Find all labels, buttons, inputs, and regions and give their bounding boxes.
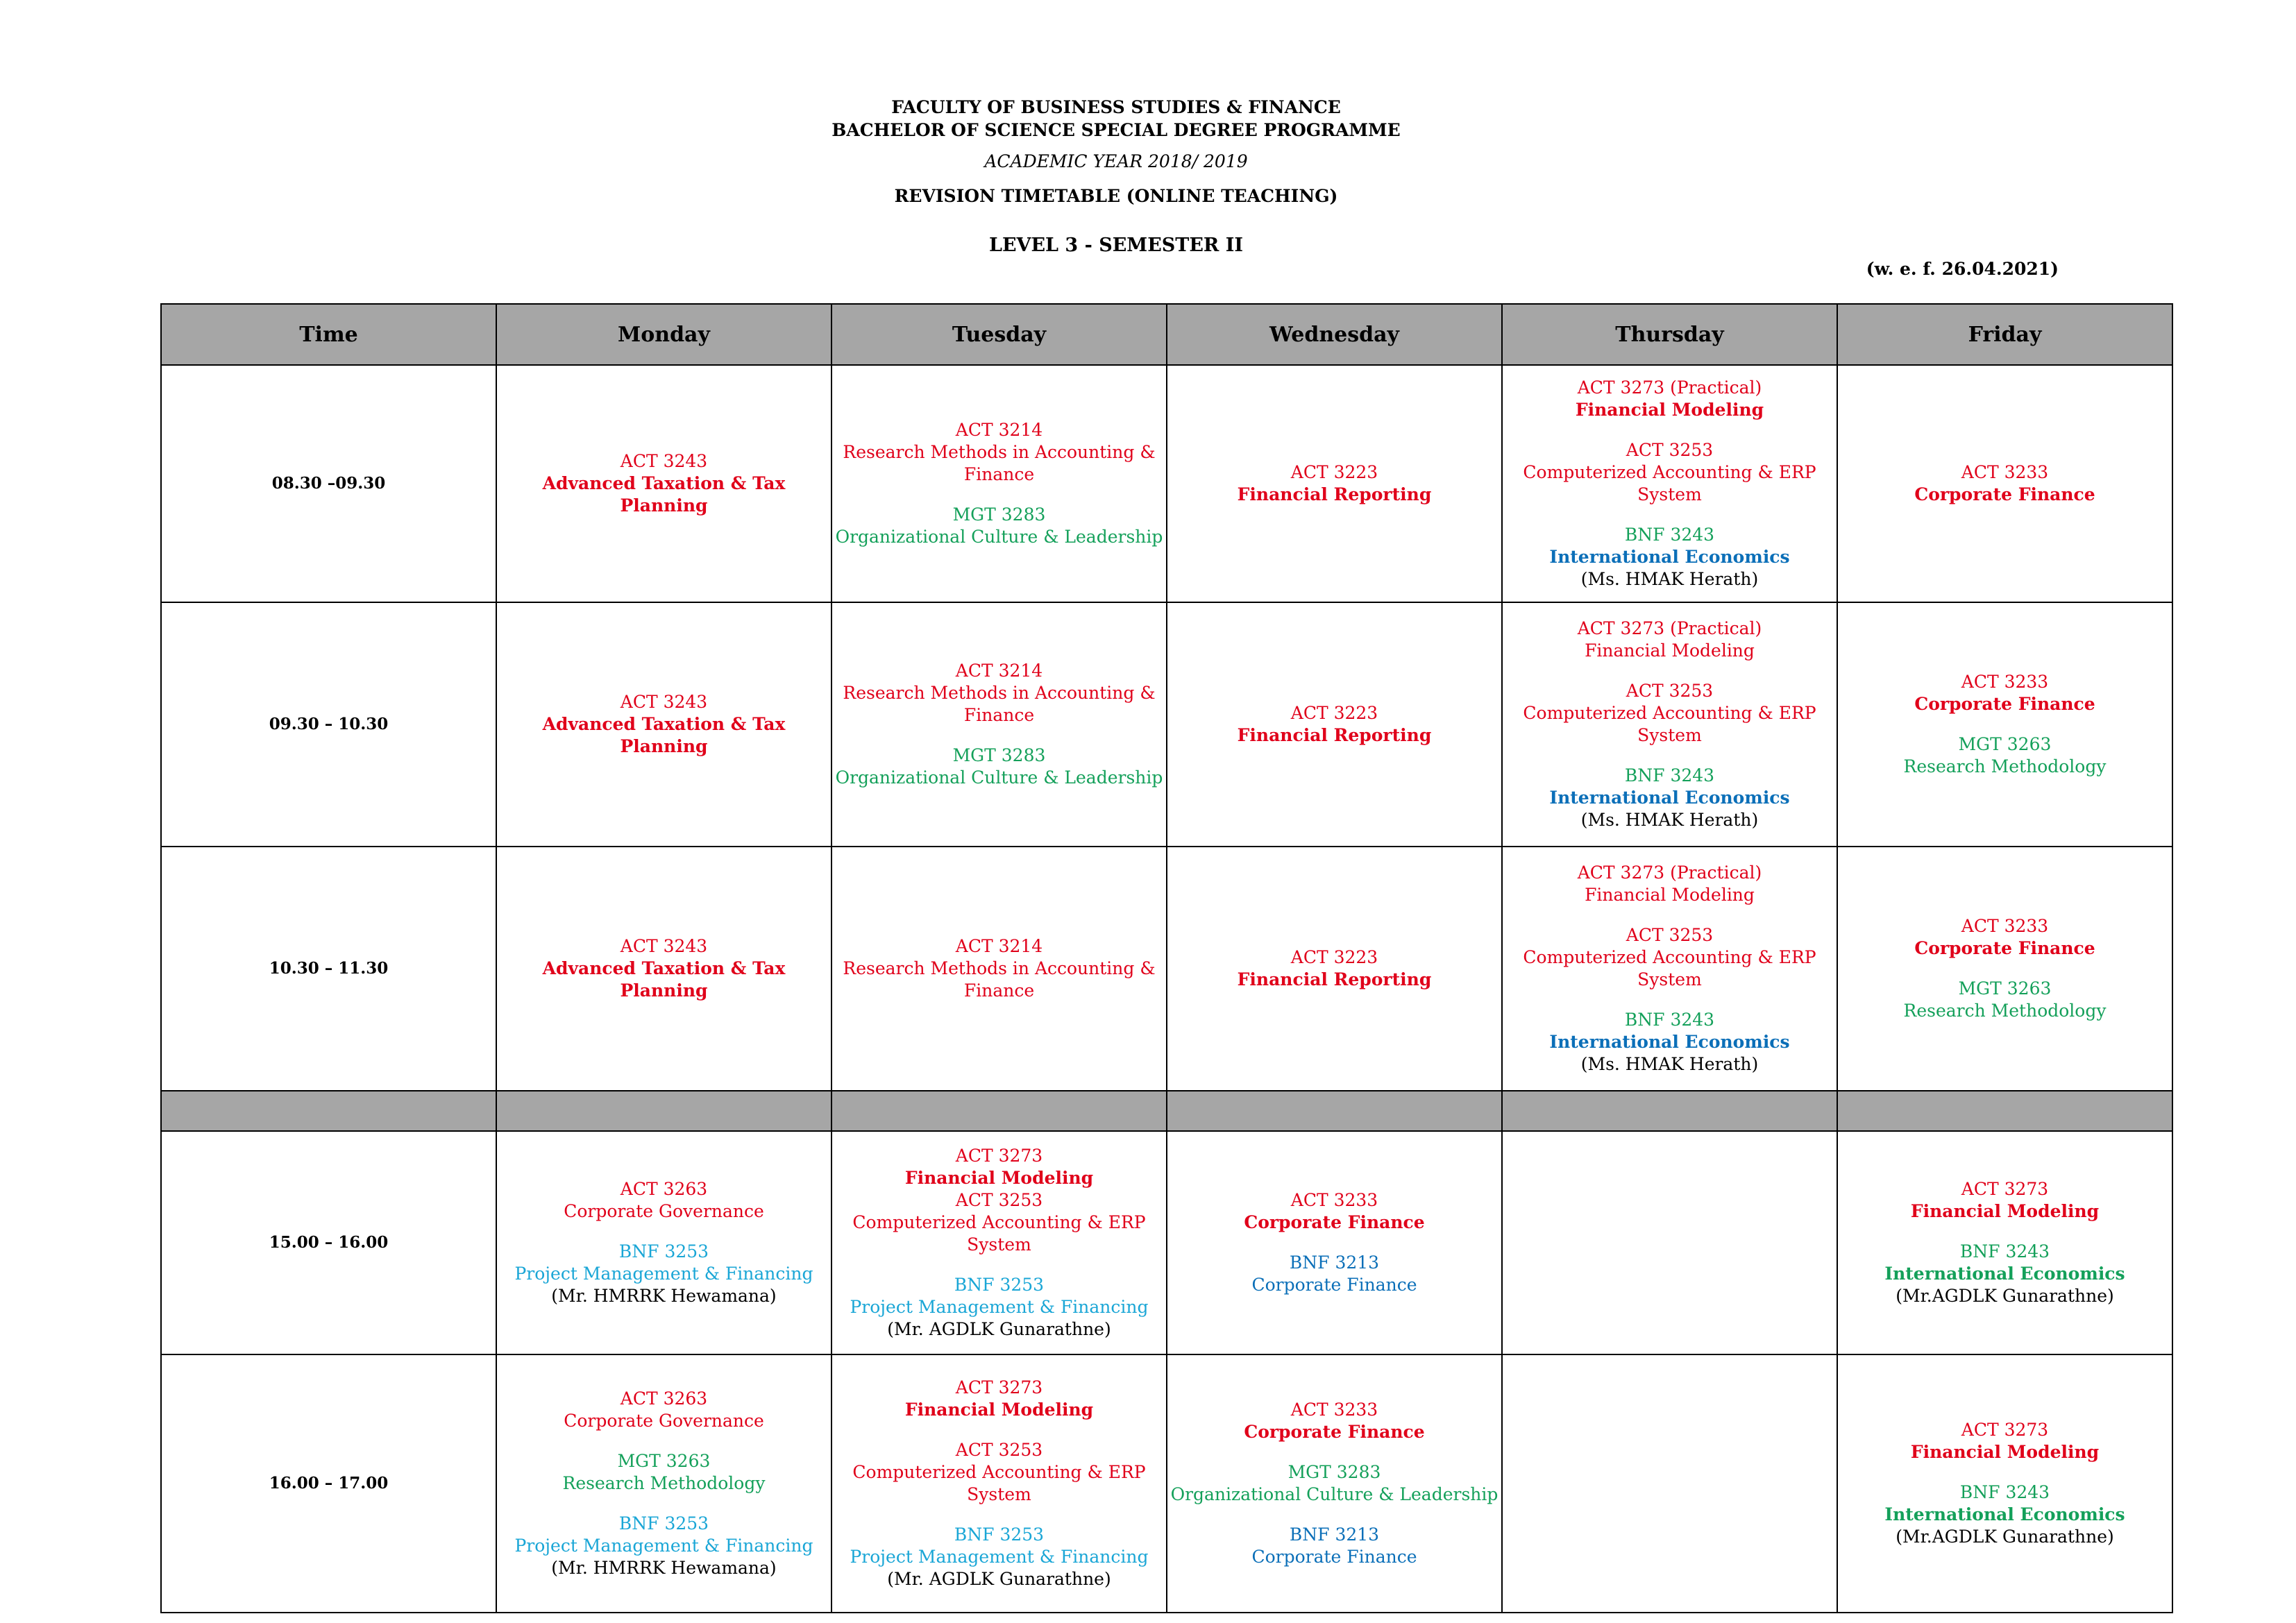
course-entry (1167, 1189, 1501, 1234)
course-line: System (1637, 969, 1702, 989)
course-line: Corporate Finance (1914, 484, 2095, 504)
academic-year: ACADEMIC YEAR 2018/ 2019 (984, 151, 1248, 171)
course-entry (1838, 671, 2172, 715)
course-line: Financial Modeling (1910, 1201, 2100, 1221)
course-code: ACT 3233 (1961, 672, 2049, 692)
course-entry (832, 1439, 1166, 1506)
cell-monday (496, 1354, 832, 1613)
course-line: Financial Reporting (1237, 484, 1432, 504)
course-entry (497, 1178, 831, 1223)
course-line: Finance (963, 980, 1035, 1001)
course-code: BNF 3243 (1959, 1482, 2050, 1502)
lecturer-name: (Ms. HMAK Herath) (1580, 569, 1759, 589)
timetable-body (161, 365, 2172, 1613)
course-entry (1838, 1241, 2172, 1307)
course-line: Financial Modeling (1575, 400, 1764, 420)
cell-thursday (1502, 602, 1837, 847)
course-code: ACT 3273 (Practical) (1577, 863, 1762, 883)
timetable-title: REVISION TIMETABLE (ONLINE TEACHING) (894, 186, 1338, 206)
course-entry (497, 1388, 831, 1432)
course-line: Research Methods in Accounting & (843, 958, 1156, 978)
column-header-wednesday: Wednesday (1167, 304, 1502, 365)
course-code: MGT 3283 (952, 745, 1046, 765)
course-line: Financial Modeling (1585, 885, 1755, 905)
time-slot-row (161, 602, 2172, 847)
course-code: BNF 3243 (1624, 1010, 1715, 1030)
course-code: ACT 3233 (1290, 1190, 1378, 1210)
course-entry (1503, 618, 1837, 662)
course-code: ACT 3233 (1961, 916, 2049, 936)
course-code: BNF 3253 (954, 1275, 1045, 1295)
course-code: ACT 3223 (1290, 703, 1378, 723)
break-cell (1502, 1091, 1837, 1131)
cell-tuesday (832, 602, 1167, 847)
cell-monday (496, 847, 832, 1091)
cell-tuesday (832, 1131, 1167, 1354)
time-slot-cell: 10.30 – 11.30 (161, 847, 496, 1091)
course-code: ACT 3253 (955, 1440, 1043, 1460)
course-line: Corporate Governance (564, 1201, 764, 1221)
course-line: Corporate Finance (1251, 1547, 1417, 1567)
course-entry (1503, 377, 1837, 421)
course-entry (832, 1524, 1166, 1590)
course-line: Financial Reporting (1237, 725, 1432, 745)
column-header-friday: Friday (1837, 304, 2172, 365)
course-entry (1503, 524, 1837, 590)
course-line: Project Management & Financing (850, 1547, 1149, 1567)
break-cell (832, 1091, 1167, 1131)
course-code: ACT 3243 (620, 692, 708, 712)
course-entry (832, 1377, 1166, 1421)
course-entry (1503, 1009, 1837, 1076)
course-line: Project Management & Financing (514, 1264, 813, 1284)
course-line: Corporate Finance (1244, 1422, 1425, 1442)
course-entry (832, 745, 1166, 789)
cell-wednesday (1167, 602, 1502, 847)
cell-thursday (1502, 1131, 1837, 1354)
course-entry (832, 1274, 1166, 1341)
course-line: Computerized Accounting & ERP (1523, 947, 1816, 967)
course-code: BNF 3253 (954, 1524, 1045, 1545)
break-cell (1167, 1091, 1502, 1131)
course-code: ACT 3263 (620, 1179, 708, 1199)
lecturer-name: (Mr. AGDLK Gunarathne) (887, 1319, 1111, 1339)
course-line: Research Methodology (1903, 1001, 2107, 1021)
course-entry (1838, 1178, 2172, 1223)
cell-monday (496, 1131, 832, 1354)
course-code: ACT 3273 (Practical) (1577, 618, 1762, 638)
cell-tuesday (832, 1354, 1167, 1613)
course-line: International Economics (1884, 1504, 2125, 1524)
course-line: Research Methodology (562, 1473, 766, 1493)
column-header-tuesday: Tuesday (832, 304, 1167, 365)
cell-wednesday (1167, 847, 1502, 1091)
course-line: Organizational Culture & Leadership (1170, 1484, 1499, 1504)
course-entry (1838, 915, 2172, 960)
time-slot-cell: 16.00 – 17.00 (161, 1354, 496, 1613)
course-entry (1167, 1399, 1501, 1443)
cell-tuesday (832, 365, 1167, 602)
lecturer-name: (Ms. HMAK Herath) (1580, 1054, 1759, 1074)
course-entry (1167, 1461, 1501, 1506)
course-entry (497, 1513, 831, 1579)
course-line: Finance (963, 705, 1035, 725)
effective-date: (w. e. f. 26.04.2021) (1866, 259, 2059, 279)
course-code: BNF 3253 (618, 1241, 709, 1261)
course-entry (1167, 461, 1501, 506)
lecturer-name: (Mr. AGDLK Gunarathne) (887, 1569, 1111, 1589)
course-line: Computerized Accounting & ERP (852, 1212, 1146, 1232)
course-code: BNF 3243 (1624, 525, 1715, 545)
course-entry (1167, 1252, 1501, 1296)
time-slot-row (161, 1131, 2172, 1354)
timetable (160, 303, 2173, 1613)
course-code: ACT 3223 (1290, 947, 1378, 967)
cell-friday (1837, 602, 2172, 847)
course-code: MGT 3283 (952, 504, 1046, 525)
course-code: MGT 3283 (1288, 1462, 1381, 1482)
course-line: Financial Modeling (904, 1168, 1094, 1188)
course-line: System (967, 1484, 1031, 1504)
course-entry (1503, 680, 1837, 747)
lecturer-name: (Mr.AGDLK Gunarathne) (1896, 1286, 2114, 1306)
break-cell (1837, 1091, 2172, 1131)
course-line: Project Management & Financing (850, 1297, 1149, 1317)
course-code: ACT 3243 (620, 451, 708, 471)
cell-friday (1837, 1354, 2172, 1613)
cell-friday (1837, 847, 2172, 1091)
cell-thursday (1502, 1354, 1837, 1613)
course-code: ACT 3273 (955, 1146, 1043, 1166)
cell-wednesday (1167, 1131, 1502, 1354)
course-entry (832, 935, 1166, 1002)
cell-thursday (1502, 365, 1837, 602)
course-line: Computerized Accounting & ERP (852, 1462, 1146, 1482)
course-code: ACT 3273 (955, 1377, 1043, 1397)
course-entry (1838, 1419, 2172, 1463)
course-code: ACT 3214 (955, 661, 1043, 681)
course-line: Corporate Finance (1914, 938, 2095, 958)
course-entry (1503, 439, 1837, 506)
course-entry (832, 660, 1166, 726)
cell-monday (496, 365, 832, 602)
cell-wednesday (1167, 365, 1502, 602)
course-line: Financial Modeling (1910, 1442, 2100, 1462)
course-code: ACT 3253 (1626, 925, 1714, 945)
course-code: ACT 3214 (955, 936, 1043, 956)
cell-wednesday (1167, 1354, 1502, 1613)
course-line: Financial Modeling (904, 1400, 1094, 1420)
course-code: MGT 3263 (1958, 734, 2052, 754)
course-line: Corporate Finance (1914, 694, 2095, 714)
column-header-monday: Monday (496, 304, 832, 365)
lecturer-name: (Mr.AGDLK Gunarathne) (1896, 1527, 2114, 1547)
course-entry (497, 935, 831, 1002)
course-entry (832, 1145, 1166, 1256)
course-line: Advanced Taxation & Tax Planning (542, 714, 786, 756)
course-code: ACT 3233 (1290, 1400, 1378, 1420)
cell-friday (1837, 365, 2172, 602)
course-line: Research Methods in Accounting & (843, 442, 1156, 462)
course-line: Corporate Finance (1244, 1212, 1425, 1232)
course-entry (1503, 924, 1837, 991)
course-code: ACT 3253 (1626, 440, 1714, 460)
course-line: Organizational Culture & Leadership (835, 527, 1163, 547)
course-entry (1838, 1481, 2172, 1548)
course-code: ACT 3233 (1961, 462, 2049, 482)
course-code: ACT 3273 (1961, 1179, 2049, 1199)
time-slot-row (161, 847, 2172, 1091)
break-cell (161, 1091, 496, 1131)
course-line: System (1637, 725, 1702, 745)
course-entry (832, 504, 1166, 548)
course-line: Computerized Accounting & ERP (1523, 462, 1816, 482)
cell-thursday (1502, 847, 1837, 1091)
course-line: Corporate Finance (1251, 1275, 1417, 1295)
programme-title: BACHELOR OF SCIENCE SPECIAL DEGREE PROGRAMME (832, 120, 1401, 140)
course-entry (1838, 733, 2172, 778)
time-slot-row (161, 365, 2172, 602)
course-line: Finance (963, 464, 1035, 484)
course-line: International Economics (1884, 1264, 2125, 1284)
course-entry (497, 1450, 831, 1495)
course-entry (832, 419, 1166, 486)
course-entry (1838, 461, 2172, 506)
course-line: Advanced Taxation & Tax Planning (542, 473, 786, 516)
course-code: BNF 3213 (1289, 1252, 1380, 1273)
course-code: BNF 3213 (1289, 1524, 1380, 1545)
course-entry (1167, 1524, 1501, 1568)
course-code: BNF 3243 (1959, 1241, 2050, 1261)
course-code: ACT 3223 (1290, 462, 1378, 482)
column-header-time: Time (161, 304, 496, 365)
course-code: BNF 3243 (1624, 765, 1715, 785)
course-entry (1838, 978, 2172, 1022)
course-code: ACT 3273 (Practical) (1577, 377, 1762, 398)
time-slot-cell: 15.00 – 16.00 (161, 1131, 496, 1354)
course-line: ACT 3253 (955, 1190, 1043, 1210)
faculty-title: FACULTY OF BUSINESS STUDIES & FINANCE (891, 97, 1341, 117)
lecturer-name: (Mr. HMRRK Hewamana) (551, 1558, 777, 1578)
course-entry (1503, 862, 1837, 906)
course-entry (1167, 702, 1501, 747)
course-line: Advanced Taxation & Tax Planning (542, 958, 786, 1001)
time-slot-cell: 08.30 –09.30 (161, 365, 496, 602)
course-line: International Economics (1549, 547, 1790, 567)
break-row (161, 1091, 2172, 1131)
lecturer-name: (Mr. HMRRK Hewamana) (551, 1286, 777, 1306)
course-entry (497, 1241, 831, 1307)
course-code: ACT 3263 (620, 1388, 708, 1409)
course-entry (497, 691, 831, 758)
course-line: Project Management & Financing (514, 1536, 813, 1556)
cell-tuesday (832, 847, 1167, 1091)
timetable-header-row (161, 304, 2172, 365)
course-code: BNF 3253 (618, 1513, 709, 1533)
course-code: ACT 3253 (1626, 681, 1714, 701)
course-line: Corporate Governance (564, 1411, 764, 1431)
course-entry (1167, 946, 1501, 991)
course-line: Organizational Culture & Leadership (835, 767, 1163, 788)
course-code: ACT 3243 (620, 936, 708, 956)
time-slot-row (161, 1354, 2172, 1613)
course-code: ACT 3273 (1961, 1420, 2049, 1440)
course-entry (1503, 765, 1837, 831)
course-code: MGT 3263 (617, 1451, 711, 1471)
lecturer-name: (Ms. HMAK Herath) (1580, 810, 1759, 830)
course-line: International Economics (1549, 788, 1790, 808)
course-entry (497, 450, 831, 517)
cell-monday (496, 602, 832, 847)
course-code: ACT 3214 (955, 420, 1043, 440)
course-line: System (1637, 484, 1702, 504)
course-line: Computerized Accounting & ERP (1523, 703, 1816, 723)
course-line: Research Methodology (1903, 756, 2107, 776)
course-line: System (967, 1234, 1031, 1255)
course-line: Research Methods in Accounting & (843, 683, 1156, 703)
level-semester: LEVEL 3 - SEMESTER II (988, 235, 1244, 256)
column-header-thursday: Thursday (1502, 304, 1837, 365)
cell-friday (1837, 1131, 2172, 1354)
break-cell (496, 1091, 832, 1131)
course-line: International Economics (1549, 1032, 1790, 1052)
time-slot-cell: 09.30 – 10.30 (161, 602, 496, 847)
course-line: Financial Reporting (1237, 969, 1432, 989)
course-code: MGT 3263 (1958, 978, 2052, 999)
course-line: Financial Modeling (1585, 640, 1755, 661)
